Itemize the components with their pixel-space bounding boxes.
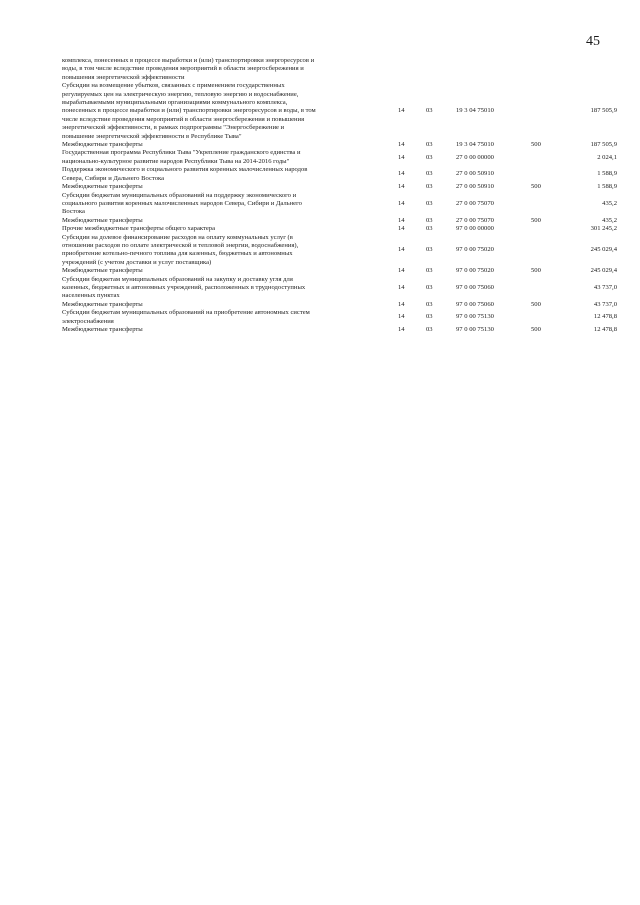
- section-code: 14: [398, 326, 405, 333]
- row-description: Субсидии бюджетам муниципальных образований на закупку и доставку угля для казенных, бюджетных и автономных учреждений, расположенных в труднодоступных населенных пунктах: [62, 275, 306, 300]
- row-description: Прочие межбюджетные трансферты общего характера: [62, 225, 216, 233]
- table-row: [62, 267, 617, 275]
- table-row: [62, 183, 617, 191]
- section-code: 14: [398, 170, 405, 178]
- amount: 435,2: [602, 216, 617, 224]
- expense-type-code: 500: [531, 267, 541, 275]
- target-article-code: 19 3 04 75010: [456, 141, 494, 149]
- target-article-code: 97 0 00 75130: [456, 326, 494, 333]
- target-article-code: 27 0 00 50910: [456, 170, 494, 178]
- table-row: [62, 276, 617, 301]
- table-row: [62, 225, 617, 233]
- subsection-code: 03: [426, 141, 433, 149]
- section-code: 14: [398, 199, 405, 207]
- row-description: Межбюджетные трансферты: [62, 300, 143, 308]
- amount: 1 588,9: [597, 183, 617, 191]
- section-code: 14: [398, 300, 405, 308]
- row-description: Межбюджетные трансферты: [62, 183, 143, 191]
- target-article-code: 27 0 00 75070: [456, 199, 494, 207]
- table-row: [62, 57, 617, 82]
- subsection-code: 03: [426, 216, 433, 224]
- subsection-code: 03: [426, 283, 433, 291]
- subsection-code: 03: [426, 267, 433, 275]
- section-code: 14: [398, 225, 405, 233]
- section-code: 14: [398, 107, 405, 115]
- subsection-code: 03: [426, 313, 433, 321]
- table-row: [62, 326, 617, 334]
- amount: 245 029,4: [590, 246, 617, 254]
- row-description: Межбюджетные трансферты: [62, 141, 143, 149]
- subsection-code: 03: [426, 225, 433, 233]
- target-article-code: 97 0 00 00000: [456, 225, 494, 233]
- table-row: [62, 82, 617, 141]
- subsection-code: 03: [426, 107, 433, 115]
- expense-type-code: 500: [531, 326, 541, 333]
- target-article-code: 97 0 00 75060: [456, 283, 494, 291]
- section-code: 14: [398, 267, 405, 275]
- expense-type-code: 500: [531, 183, 541, 191]
- row-description: Поддержка экономического и социального развития коренных малочисленных народов Севера, Сибири и Дальнего Востока: [62, 166, 308, 182]
- target-article-code: 97 0 00 75020: [456, 246, 494, 254]
- row-description: Субсидии бюджетам муниципальных образований на поддержку экономического и социального развития коренных малочисленных народов Севера, Сибири и Дальнего Востока: [62, 191, 302, 216]
- section-code: 14: [398, 153, 405, 161]
- amount: 12 478,8: [593, 313, 617, 321]
- section-code: 14: [398, 313, 405, 321]
- subsection-code: 03: [426, 199, 433, 207]
- section-code: 14: [398, 216, 405, 224]
- table-row: [62, 141, 617, 149]
- row-description: Межбюджетные трансферты: [62, 216, 143, 224]
- amount: 12 478,8: [593, 326, 617, 333]
- subsection-code: 03: [426, 326, 433, 333]
- amount: 245 029,4: [590, 267, 617, 275]
- amount: 2 024,1: [597, 153, 617, 161]
- amount: 1 588,9: [597, 170, 617, 178]
- amount: 43 737,0: [593, 300, 617, 308]
- row-description: Субсидии на возмещение убытков, связанных с применением государственных регулируемых цен на электрическую энергию, тепловую энергию и водоснабжение, вырабатываемыми муниципальными организациями коммунального комплекса, понесенных в процессе выработки и (или) транспортировки энергоресурсов и воды, в том числе вследствие проведения мероприятий в области энергосбережения и повышения энергетической эффективности, в рамках подпрограммы "Энергосбережение и повышение энергетической эффективности в Республике Тыва": [62, 82, 316, 140]
- expense-type-code: 500: [531, 141, 541, 149]
- table-row: [62, 192, 617, 217]
- row-description: Межбюджетные трансферты: [62, 326, 143, 333]
- subsection-code: 03: [426, 246, 433, 254]
- table-row: [62, 166, 617, 183]
- page-number: 45: [586, 34, 600, 49]
- row-description: Субсидии на долевое финансирование расходов на оплату коммунальных услуг (в отношении расходов по оплате электрической и тепловой энергии, водоснабжения), приобретение котельно-печного топлива для казенных, бюджетных и автономных учреждений (с учетом доставки и услуг поставщика): [62, 233, 299, 266]
- section-code: 14: [398, 183, 405, 191]
- subsection-code: 03: [426, 300, 433, 308]
- target-article-code: 19 3 04 75010: [456, 107, 494, 115]
- target-article-code: 97 0 00 75060: [456, 300, 494, 308]
- row-description: Субсидии бюджетам муниципальных образований на приобретение автономных систем электроснабжения: [62, 309, 310, 325]
- target-article-code: 27 0 00 75070: [456, 216, 494, 224]
- section-code: 14: [398, 283, 405, 291]
- expense-type-code: 500: [531, 300, 541, 308]
- amount: 187 505,9: [590, 141, 617, 149]
- section-code: 14: [398, 141, 405, 149]
- table-row: [62, 217, 617, 225]
- table-row: [62, 301, 617, 309]
- table-row: [62, 309, 617, 326]
- table-row: [62, 149, 617, 166]
- target-article-code: 97 0 00 75020: [456, 267, 494, 275]
- expense-type-code: 500: [531, 216, 541, 224]
- target-article-code: 27 0 00 50910: [456, 183, 494, 191]
- row-description: Государственная программа Республики Тыва "Укрепление гражданского единства и национально-культурное развитие народов Республики Тыва на 2014-2016 годы": [62, 149, 301, 165]
- amount: 301 245,2: [590, 225, 617, 233]
- budget-table: [62, 57, 617, 334]
- section-code: 14: [398, 246, 405, 254]
- subsection-code: 03: [426, 153, 433, 161]
- row-description: комплекса, понесенных в процессе выработки и (или) транспортировки энергоресурсов и воды, в том числе вследствие проведения мероприятий в области энергосбережения и повышения энергетической эффективности: [62, 57, 315, 81]
- row-description: Межбюджетные трансферты: [62, 267, 143, 275]
- amount: 43 737,0: [593, 283, 617, 291]
- subsection-code: 03: [426, 183, 433, 191]
- subsection-code: 03: [426, 170, 433, 178]
- amount: 187 505,9: [590, 107, 617, 115]
- amount: 435,2: [602, 199, 617, 207]
- table-row: [62, 234, 617, 268]
- target-article-code: 97 0 00 75130: [456, 313, 494, 321]
- target-article-code: 27 0 00 00000: [456, 153, 494, 161]
